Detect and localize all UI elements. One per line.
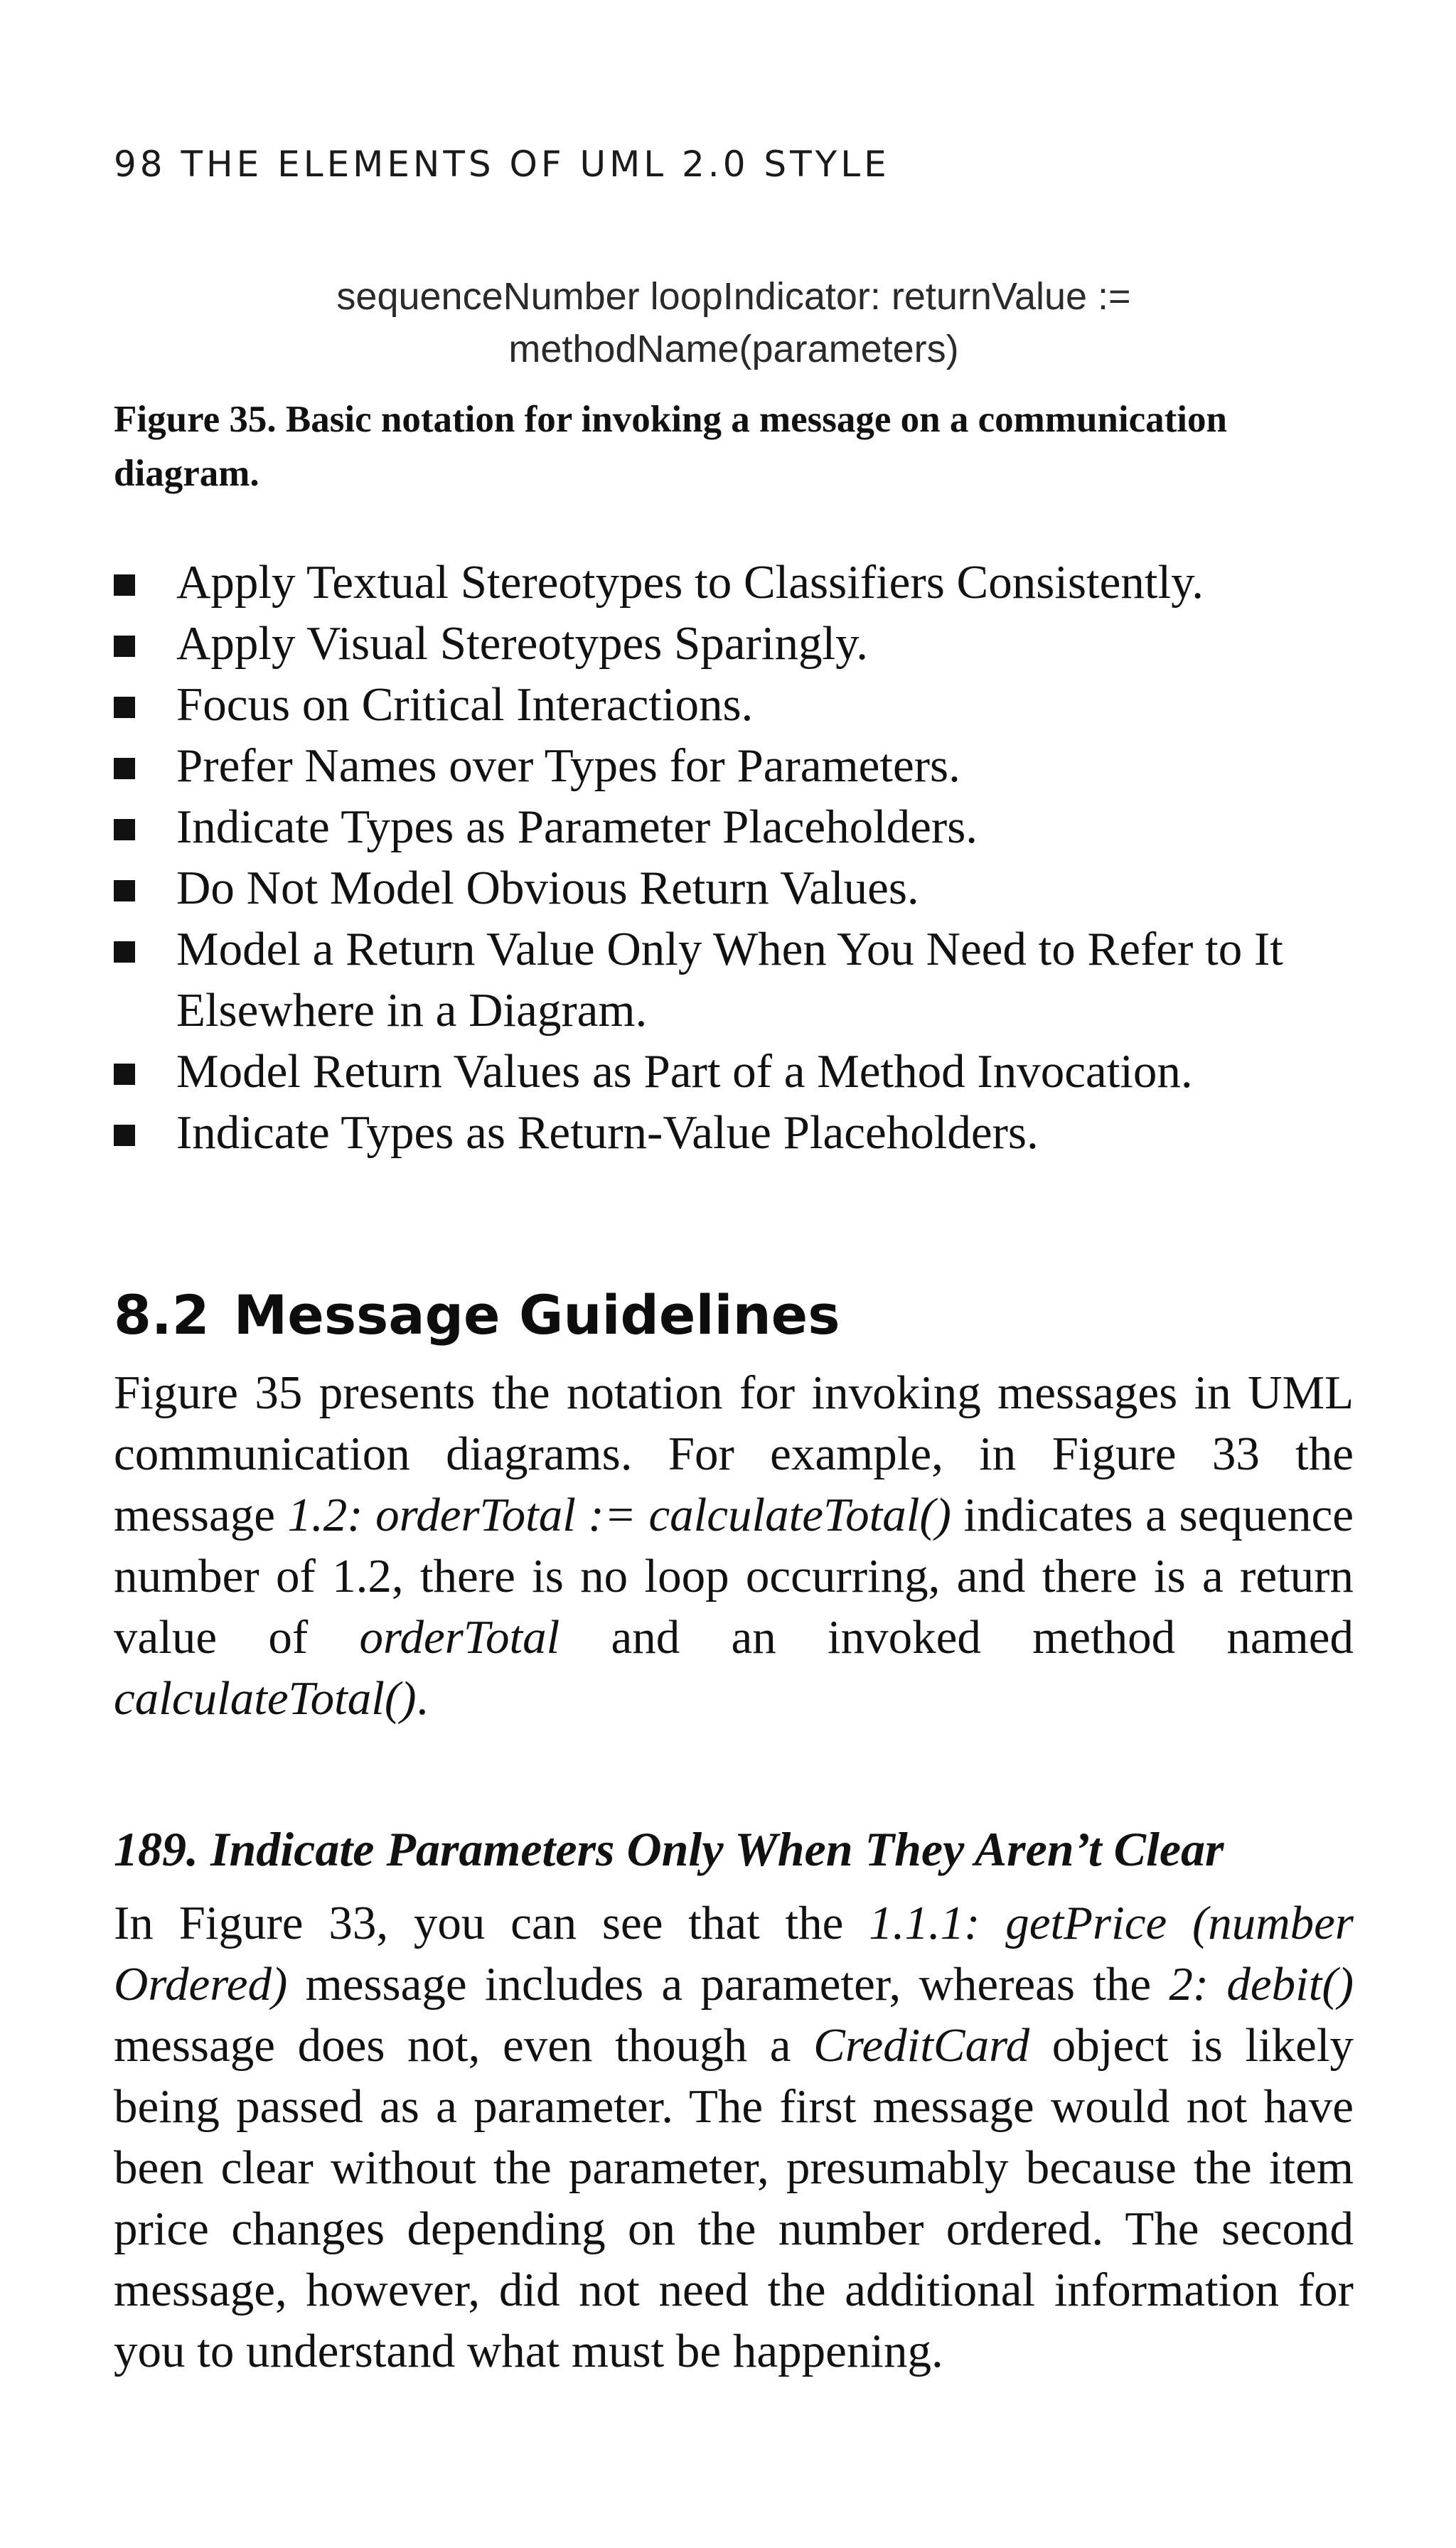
paragraph-parameters: [114, 1893, 1354, 2382]
square-bullet-icon: [114, 697, 135, 718]
guideline-item: [114, 857, 1354, 919]
figure-notation: [114, 270, 1354, 375]
square-bullet-icon: [114, 1125, 135, 1146]
running-head: 98 THE ELEMENTS OF UML 2.0 STYLE: [114, 144, 890, 185]
square-bullet-icon: [114, 880, 135, 901]
guideline-item: [114, 1041, 1354, 1102]
guideline-text: Focus on Critical Interactions.: [176, 678, 754, 731]
notation-line-2: methodName(parameters): [508, 328, 959, 370]
guideline-item: [114, 1102, 1354, 1163]
guideline-item: [114, 796, 1354, 857]
section-title: Message Guidelines: [233, 1283, 840, 1347]
text-run: indicates a sequence number of 1.2, there is no loop occurring, and there is a return value of: [114, 1489, 1354, 1664]
text-run: Figure 35 presents the notation for invoking messages in UML communication diagrams. For example, in Figure 33 the message: [114, 1366, 1354, 1541]
code-reference: 2: debit(): [1169, 1958, 1354, 2011]
text-run: object is likely being passed as a parameter. The first message would not have been clear without the parameter, presumably because the item price changes depending on the number ordered. The second message, however, did not need the additional information for you to understand what must be happening.: [114, 2019, 1354, 2377]
guideline-189-heading: 189. Indicate Parameters Only When They Aren’t Clear: [114, 1822, 1224, 1876]
guideline-text: Model Return Values as Part of a Method Invocation.: [176, 1045, 1193, 1098]
square-bullet-icon: [114, 1064, 135, 1085]
text-run: In Figure 33, you can see that the: [114, 1897, 869, 1949]
guideline-item: [114, 552, 1354, 613]
code-reference: orderTotal: [359, 1611, 560, 1664]
guideline-text: Indicate Types as Return-Value Placeholders.: [176, 1106, 1039, 1159]
guideline-text: Do Not Model Obvious Return Values.: [176, 862, 919, 914]
section-heading: [114, 1280, 840, 1351]
code-reference: CreditCard: [813, 2019, 1030, 2072]
guideline-text: Indicate Types as Parameter Placeholders.: [176, 801, 978, 853]
text-run: and an invoked method named: [560, 1611, 1354, 1664]
square-bullet-icon: [114, 941, 135, 963]
figure-caption: Figure 35. Basic notation for invoking a message on a communication diagram.: [114, 399, 1228, 494]
text-run: message includes a parameter, whereas the: [287, 1958, 1169, 2011]
text-run: message does not, even though a: [114, 2019, 814, 2072]
guideline-text: Apply Visual Stereotypes Sparingly.: [176, 617, 868, 670]
square-bullet-icon: [114, 819, 135, 840]
square-bullet-icon: [114, 758, 135, 779]
guideline-text: Prefer Names over Types for Parameters.: [176, 739, 960, 792]
guideline-item: [114, 613, 1354, 674]
guideline-item: [114, 735, 1354, 796]
guideline-item: [114, 919, 1354, 1041]
text-run: .: [416, 1672, 429, 1725]
code-reference: calculateTotal(): [114, 1672, 417, 1725]
guideline-item: [114, 674, 1354, 735]
code-reference: 1.1.1: getPrice (number Ordered): [114, 1897, 1354, 2011]
guideline-text: Apply Textual Stereotypes to Classifiers Consistently.: [176, 556, 1204, 609]
notation-line-1: sequenceNumber loopIndicator: returnValue :=: [336, 275, 1131, 318]
square-bullet-icon: [114, 574, 135, 596]
paragraph-message-notation: [114, 1362, 1354, 1729]
code-reference: 1.2: orderTotal := calculateTotal(): [287, 1489, 951, 1541]
guideline-text: Model a Return Value Only When You Need to Refer to It Elsewhere in a Diagram.: [176, 923, 1283, 1037]
guideline-list: [114, 552, 1354, 1163]
section-number: 8.2: [114, 1283, 210, 1347]
square-bullet-icon: [114, 636, 135, 657]
